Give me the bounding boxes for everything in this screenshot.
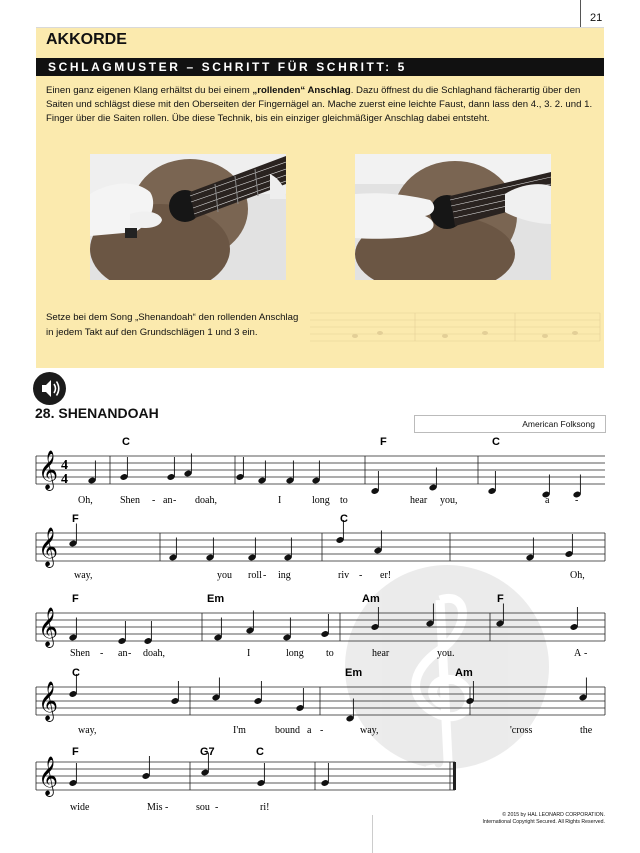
- lyric-syllable: -: [263, 570, 267, 581]
- chord-symbol: C: [256, 746, 264, 758]
- lyric-syllable: hear: [410, 495, 428, 506]
- copyright-line-1: © 2015 by HAL LEONARD CORPORATION.: [502, 812, 605, 818]
- hint-line-1: Setze bei dem Song „Shenandoah“ den rollenden Anschlag: [46, 312, 299, 323]
- lyric-syllable: a: [307, 725, 312, 736]
- lyric-syllable: bound: [275, 725, 300, 736]
- chord-symbol: Em: [207, 593, 225, 605]
- chord-symbol: F: [72, 513, 79, 525]
- intro-part1: Einen ganz eigenen Klang erhältst du bei einem: [46, 85, 253, 96]
- intro-part2: . Dazu öffnest du die Schlaghand fächerartig über den Saiten und schlägst diese mit den Oberseiten der Fingernägel an. Mache zuerst eine leichte Faust, dann lass den 4., 3. 2. und 1. Finger über die Saiten rollen. Übe diese Technik, bis ein einziger gleichmäßiger Anschlag dabei entsteht.: [46, 85, 593, 124]
- lyric-syllable: -: [575, 495, 579, 506]
- page-number: 21: [590, 12, 603, 24]
- chord-symbol: F: [380, 436, 387, 448]
- intro-bold: „rollenden“ Anschlag: [252, 85, 351, 96]
- chord-symbol: C: [492, 436, 500, 448]
- lyric-syllable: -: [165, 802, 169, 813]
- lyric-syllable: er!: [380, 570, 392, 581]
- chord-symbol: F: [497, 593, 504, 605]
- time-signature-bottom: 4: [61, 472, 68, 487]
- lyric-syllable: ing: [278, 570, 291, 581]
- footer-divider: [372, 815, 373, 853]
- lyric-syllable: an: [163, 495, 173, 506]
- lyric-syllable: A: [574, 648, 582, 659]
- lyric-syllable: way,: [74, 570, 93, 581]
- treble-clef-icon: 𝄞: [38, 756, 59, 796]
- lyric-syllable: -: [320, 725, 324, 736]
- lyric-syllable: way,: [360, 725, 379, 736]
- section-title: AKKORDE: [46, 31, 127, 48]
- chord-symbol: Am: [455, 667, 473, 679]
- chord-symbol: G7: [200, 746, 215, 758]
- treble-clef-icon: 𝄞: [38, 527, 59, 567]
- copyright: [445, 812, 605, 825]
- lyric-syllable: you,: [440, 495, 458, 506]
- lyric-syllable: riv: [338, 570, 350, 581]
- hint-line-2: in jedem Takt auf den Grundschlägen 1 und 3 ein.: [46, 327, 258, 338]
- chord-symbol: Am: [362, 593, 380, 605]
- chord-symbol: C: [122, 436, 130, 448]
- lyric-syllable: hear: [372, 648, 390, 659]
- lyric-syllable: long: [312, 495, 330, 506]
- lyric-syllable: 'cross: [510, 725, 533, 736]
- treble-clef-icon: 𝄞: [38, 681, 59, 721]
- lyric-syllable: Shen: [70, 648, 90, 659]
- chord-symbol: C: [340, 513, 348, 525]
- lyric-syllable: I'm: [233, 725, 246, 736]
- lyric-syllable: to: [340, 495, 348, 506]
- composer-label: American Folksong: [522, 419, 595, 429]
- lyric-syllable: sou: [196, 802, 210, 813]
- chord-symbol: F: [72, 746, 79, 758]
- lyric-syllable: -: [584, 648, 588, 659]
- lyric-syllable: doah,: [143, 648, 165, 659]
- staff-system: [36, 746, 456, 813]
- lyric-syllable: long: [286, 648, 304, 659]
- lyric-syllable: you: [217, 570, 232, 581]
- chord-symbol: F: [72, 593, 79, 605]
- treble-clef-icon: 𝄞: [38, 607, 59, 647]
- song-title: 28. SHENANDOAH: [35, 405, 159, 421]
- lyric-syllable: roll: [248, 570, 262, 581]
- lyric-syllable: Oh,: [78, 495, 93, 506]
- lyric-syllable: ri!: [260, 802, 270, 813]
- chord-symbol: Em: [345, 667, 363, 679]
- lyric-syllable: an: [118, 648, 128, 659]
- lyric-syllable: way,: [78, 725, 97, 736]
- lyric-syllable: you.: [437, 648, 455, 659]
- staff-system: [36, 513, 605, 581]
- lyric-syllable: a: [545, 495, 550, 506]
- title-bar-text: SCHLAGMUSTER – SCHRITT FÜR SCHRITT: 5: [48, 60, 407, 74]
- chord-symbol: C: [72, 667, 80, 679]
- lyric-syllable: Shen: [120, 495, 140, 506]
- lyric-syllable: -: [359, 570, 363, 581]
- lyric-syllable: -: [152, 495, 156, 506]
- copyright-line-2: International Copyright Secured. All Rights Reserved.: [482, 818, 605, 825]
- lyric-syllable: -: [173, 495, 177, 506]
- lyric-syllable: I: [278, 495, 282, 506]
- time-signature-top: 4: [61, 458, 68, 473]
- lyric-syllable: wide: [70, 802, 90, 813]
- lyric-syllable: -: [128, 648, 132, 659]
- lyric-syllable: to: [326, 648, 334, 659]
- lyric-syllable: Mis: [147, 802, 163, 813]
- lyric-syllable: -: [215, 802, 219, 813]
- lyric-syllable: Oh,: [570, 570, 585, 581]
- treble-clef-icon: 𝄞: [38, 450, 59, 490]
- lyric-syllable: I: [247, 648, 251, 659]
- lyric-syllable: the: [580, 725, 593, 736]
- staff-system: [36, 436, 605, 506]
- final-barline: [453, 762, 456, 790]
- lyric-syllable: -: [100, 648, 104, 659]
- lyric-syllable: doah,: [195, 495, 217, 506]
